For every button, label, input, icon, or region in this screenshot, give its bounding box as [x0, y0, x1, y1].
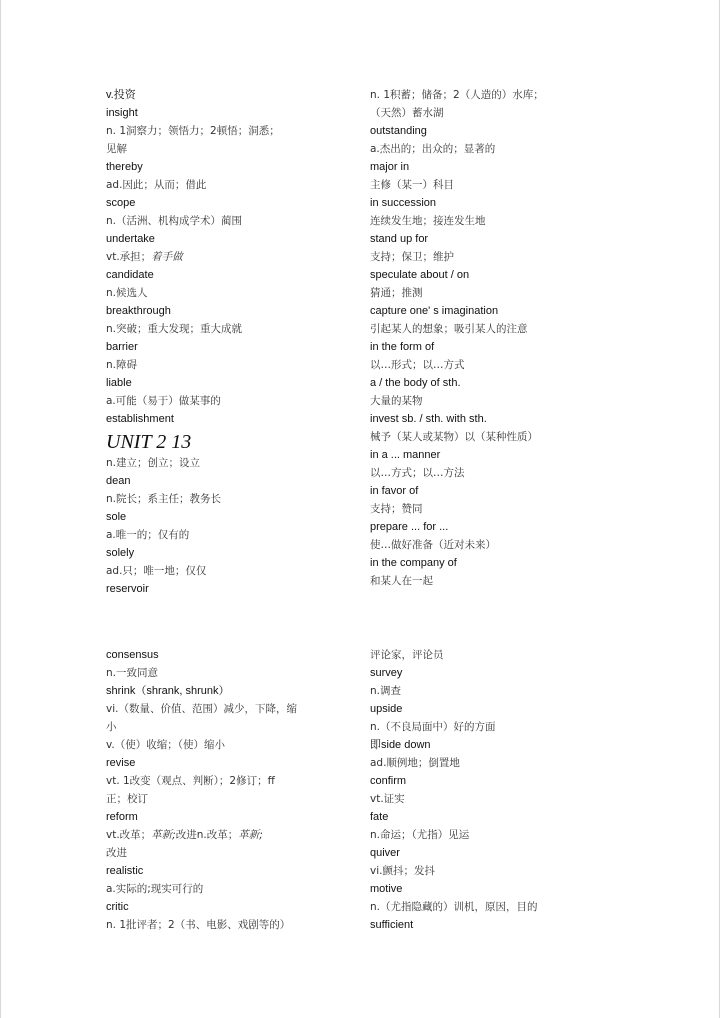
entry-text: a.实际的;现实可行的: [106, 883, 204, 895]
entry-text: 引起某人的想象；吸引某人的注意: [370, 323, 528, 335]
vocab-definition: [370, 500, 690, 518]
vocab-definition: [370, 320, 690, 338]
vocab-term: [370, 446, 690, 464]
entry-text: 评论家，评论员: [370, 649, 444, 661]
vocab-term: [106, 898, 356, 916]
entry-text: n.一致同意: [106, 667, 158, 679]
entry-text: fate: [370, 811, 389, 823]
entry-text: breakthrough: [106, 305, 171, 317]
entry-text: 小: [106, 721, 117, 733]
entry-text: n. 1洞察力；领悟力；2顿悟；洞悉；: [106, 125, 280, 137]
vocab-definition: [106, 212, 356, 230]
entry-text: 见解: [106, 143, 127, 155]
entry-text: UNIT 2 13: [106, 431, 192, 453]
entry-text: solely: [106, 547, 135, 559]
entry-text: stand up for: [370, 233, 429, 245]
entry-text: thereby: [106, 161, 143, 173]
entry-text: n.（不良局面中）好的方面: [370, 721, 496, 733]
entry-text: survey: [370, 667, 403, 679]
entry-text: 支持；赞同: [370, 503, 423, 515]
vocab-definition: [106, 490, 356, 508]
entry-text: dean: [106, 475, 131, 487]
vocab-definition: [106, 700, 356, 718]
vocab-term: [370, 482, 690, 500]
vocab-definition: [106, 454, 356, 472]
entry-text: shrink（shrank, shrunk）: [106, 685, 230, 697]
entry-text: reform: [106, 811, 138, 823]
vocab-column-bottom-right: [370, 646, 690, 934]
vocab-term: [106, 104, 356, 122]
entry-text: n.调查: [370, 685, 401, 697]
vocab-definition: [106, 140, 356, 158]
vocab-definition: [370, 646, 690, 664]
vocab-term: [106, 544, 356, 562]
vocab-term: [370, 736, 690, 754]
vocab-term: [370, 338, 690, 356]
entry-text: n.突破；重大发现；重大成就: [106, 323, 242, 335]
vocab-definition: [370, 898, 690, 916]
entry-text: sole: [106, 511, 127, 523]
vocab-column-top-left: [106, 86, 356, 598]
entry-italic-text-continued: 革新;: [238, 829, 263, 841]
entry-text: n. 1批评者；2（书、电影、戏剧等的）: [106, 919, 291, 931]
entry-text: in the form of: [370, 341, 435, 353]
vocab-term: [106, 194, 356, 212]
entry-text: n.建立；创立；设立: [106, 457, 200, 469]
entry-text: 大量的某物: [370, 395, 423, 407]
entry-text: quiver: [370, 847, 400, 859]
entry-text: reservoir: [106, 583, 149, 595]
vocab-definition: [370, 248, 690, 266]
entry-text: 械予（某人或某物）以（某种性质）: [370, 431, 538, 443]
vocab-term: [106, 302, 356, 320]
vocab-definition: [106, 122, 356, 140]
entry-text: v.（使）收缩；（使）缩小: [106, 739, 225, 751]
entry-text: candidate: [106, 269, 154, 281]
entry-text: sufficient: [370, 919, 414, 931]
entry-text: major in: [370, 161, 410, 173]
entry-text: vt.承担；: [106, 251, 152, 263]
vocab-term: [106, 646, 356, 664]
vocab-definition: [370, 284, 690, 302]
entry-text: （天然）蓄水湖: [370, 107, 444, 119]
vocab-term: [106, 86, 356, 104]
vocab-definition: [106, 772, 356, 790]
entry-text: ad.顺例地；倒置地: [370, 757, 460, 769]
vocab-term: [370, 916, 690, 934]
vocab-definition: [106, 356, 356, 374]
vocab-term: [370, 266, 690, 284]
vocab-term: [106, 580, 356, 598]
entry-text: 连续发生地；接连发生地: [370, 215, 486, 227]
vocab-definition: [370, 428, 690, 446]
entry-text: 猜通；推测: [370, 287, 423, 299]
vocab-term: [106, 682, 356, 700]
vocab-definition: [370, 176, 690, 194]
vocab-term: [106, 158, 356, 176]
entry-text: 以…方式；以…方法: [370, 467, 465, 479]
vocab-definition: [106, 248, 356, 266]
vocab-definition: [106, 916, 356, 934]
vocab-definition: [106, 284, 356, 302]
entry-text: ad.只；唯一地；仅仅: [106, 565, 207, 577]
vocab-term: [106, 754, 356, 772]
entry-text: v.投资: [106, 89, 136, 101]
entry-text: ad.因此；从而；借此: [106, 179, 207, 191]
vocab-definition: [370, 86, 690, 104]
vocab-definition: [370, 790, 690, 808]
entry-text: insight: [106, 107, 138, 119]
vocab-definition: [370, 682, 690, 700]
vocab-term: [106, 374, 356, 392]
vocab-term: [106, 266, 356, 284]
entry-text: vt.证实: [370, 793, 405, 805]
vocab-definition: [106, 664, 356, 682]
vocab-definition: [370, 392, 690, 410]
vocab-term: [370, 158, 690, 176]
vocab-term: [370, 374, 690, 392]
unit-heading: [106, 428, 356, 454]
vocab-term: [106, 472, 356, 490]
entry-text: capture one' s imagination: [370, 305, 499, 317]
vocab-definition: [106, 320, 356, 338]
entry-text: 支持；保卫；维护: [370, 251, 454, 263]
vocab-definition: [370, 212, 690, 230]
vocab-definition: [370, 718, 690, 736]
vocab-term: [370, 518, 690, 536]
entry-text: confirm: [370, 775, 407, 787]
entry-text: 改进: [106, 847, 127, 859]
entry-text: n.院长；系主任；教务长: [106, 493, 221, 505]
vocab-term: [370, 880, 690, 898]
vocab-column-bottom-left: [106, 646, 356, 934]
entry-italic-text: 革新;: [151, 829, 176, 841]
entry-text: prepare ... for ...: [370, 521, 449, 533]
entry-text: n.（尤指隐藏的）训机，原因，目的: [370, 901, 538, 913]
vocab-definition: [370, 536, 690, 554]
entry-text: a.可能（易于）做某事的: [106, 395, 221, 407]
vocab-definition: [370, 754, 690, 772]
vocab-definition: [370, 356, 690, 374]
vocab-term: [106, 808, 356, 826]
vocab-term: [370, 302, 690, 320]
vocab-definition: [106, 392, 356, 410]
vocab-term: [370, 772, 690, 790]
vocab-term: [370, 410, 690, 428]
entry-text: realistic: [106, 865, 144, 877]
entry-text: revise: [106, 757, 136, 769]
entry-text: vi.颤抖；发抖: [370, 865, 435, 877]
entry-text: critic: [106, 901, 129, 913]
entry-text: 正；校订: [106, 793, 148, 805]
vocab-definition: [106, 176, 356, 194]
entry-text: liable: [106, 377, 132, 389]
entry-text: speculate about / on: [370, 269, 470, 281]
entry-text: establishment: [106, 413, 174, 425]
entry-text: vt.改革；: [106, 829, 152, 841]
vocab-definition: [370, 140, 690, 158]
vocab-term: [106, 410, 356, 428]
vocab-definition: [106, 718, 356, 736]
vocab-term: [106, 508, 356, 526]
vocab-term: [370, 122, 690, 140]
entry-text: n. 1积蓄；储备；2（人造的）水库；: [370, 89, 544, 101]
entry-text: a.杰出的；出众的；显著的: [370, 143, 496, 155]
vocab-term: [370, 844, 690, 862]
entry-text: n.（活洲、机构成学术）蔺围: [106, 215, 242, 227]
entry-text-continued: 改进n.改革；: [175, 829, 239, 841]
vocab-definition: [370, 464, 690, 482]
vocab-term: [370, 664, 690, 682]
entry-text: invest sb. / sth. with sth.: [370, 413, 487, 425]
vocab-term: [106, 338, 356, 356]
entry-text: motive: [370, 883, 403, 895]
entry-text: in favor of: [370, 485, 419, 497]
entry-text: in the company of: [370, 557, 457, 569]
entry-text: scope: [106, 197, 136, 209]
entry-text: a / the body of sth.: [370, 377, 461, 389]
vocab-definition: [370, 104, 690, 122]
vocab-definition: [106, 880, 356, 898]
vocab-term: [370, 194, 690, 212]
entry-text: barrier: [106, 341, 138, 353]
vocab-definition: [370, 826, 690, 844]
entry-text: vt. 1改变（观点、判断）；2修订；ff: [106, 775, 275, 787]
entry-text: 主修（某一）科目: [370, 179, 454, 191]
entry-text: n.候选人: [106, 287, 148, 299]
entry-text: a.唯一的；仅有的: [106, 529, 190, 541]
entry-text: in a ... manner: [370, 449, 441, 461]
entry-text: outstanding: [370, 125, 427, 137]
entry-text: upside: [370, 703, 403, 715]
entry-text: 即side down: [370, 739, 431, 751]
vocab-definition: [106, 562, 356, 580]
vocab-definition: [106, 790, 356, 808]
entry-text: vi.（数量、价值、范围）减少，下降，缩: [106, 703, 297, 715]
entry-text: 使…做好准备（近对未来）: [370, 539, 496, 551]
entry-text: n.命运；（尤指）见运: [370, 829, 470, 841]
entry-text: in succession: [370, 197, 437, 209]
vocab-term: [370, 700, 690, 718]
entry-text: n.障碍: [106, 359, 137, 371]
vocab-definition: [106, 526, 356, 544]
vocab-term: [106, 862, 356, 880]
vocab-definition: [106, 844, 356, 862]
vocab-term: [370, 554, 690, 572]
entry-italic-text: 着手做: [151, 251, 183, 263]
vocab-term: [106, 230, 356, 248]
vocab-definition: [106, 826, 356, 844]
vocab-definition: [370, 862, 690, 880]
entry-text: 和某人在一起: [370, 575, 433, 587]
entry-text: undertake: [106, 233, 155, 245]
vocab-column-top-right: [370, 86, 690, 590]
entry-text: 以…形式；以…方式: [370, 359, 465, 371]
vocab-term: [370, 808, 690, 826]
vocab-term: [370, 230, 690, 248]
vocab-definition: [106, 736, 356, 754]
page-edge-left: [0, 0, 1, 1018]
vocab-definition: [370, 572, 690, 590]
entry-text: consensus: [106, 649, 159, 661]
